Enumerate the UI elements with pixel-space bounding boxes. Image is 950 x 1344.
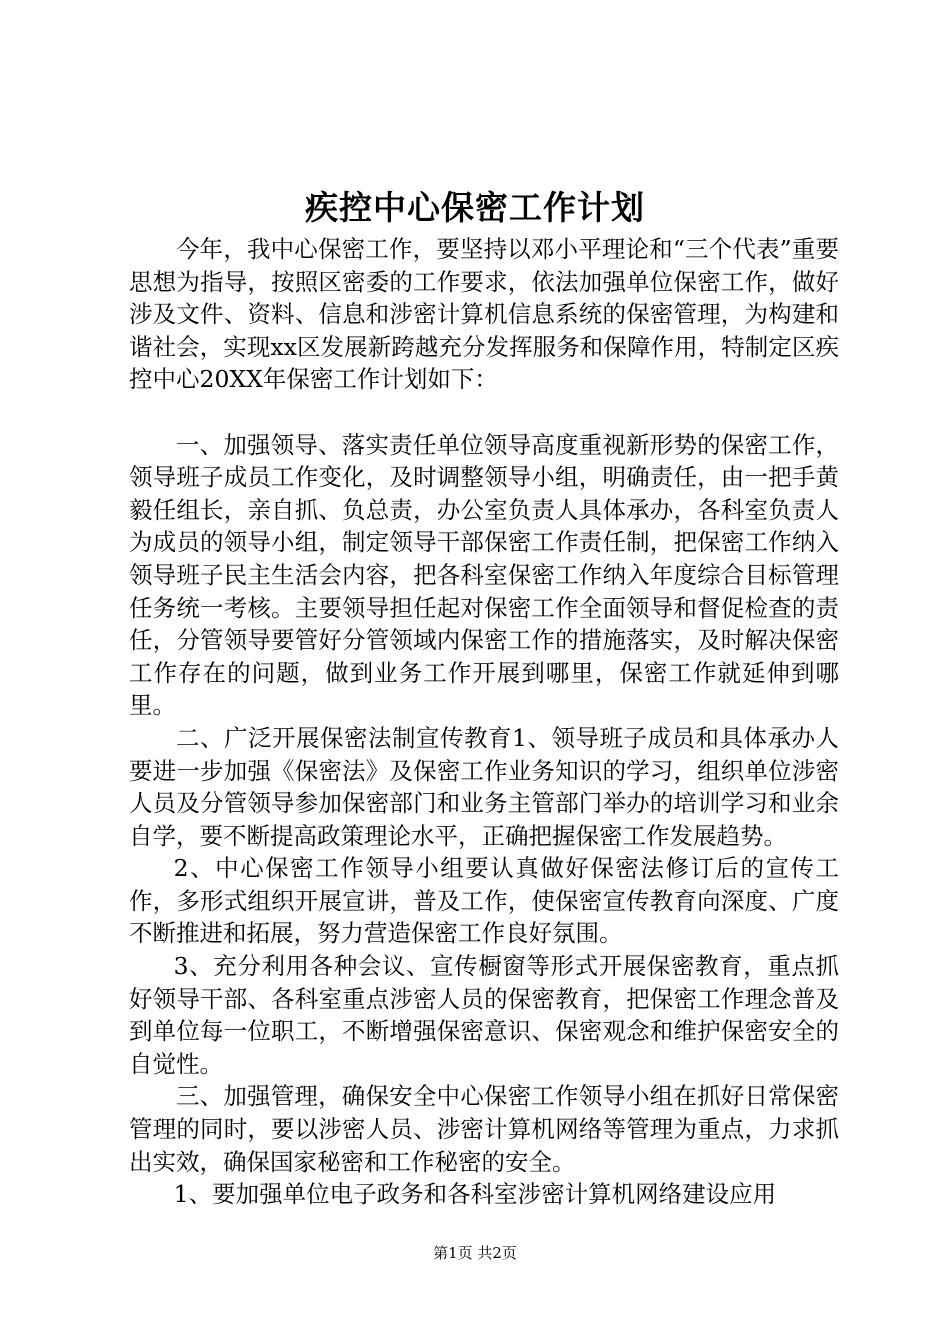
paragraph-section-1: 一、加强领导、落实责任单位领导高度重视新形势的保密工作，领导班子成员工作变化，及时调整领导小组，明确责任，由一把手黄毅任组长，亲自抓、负总责，办公室负责人具体承办，各科室负责人为成员的领导小组，制定领导干部保密工作责任制，把保密工作纳入领导班子民主生活会内容，把各科室保密工作纳入年度综合目标管理任务统一考核。主要领导担任起对保密工作全面领导和督促检查的责任，分管领导要管好分管领域内保密工作的措施落实，及时解决保密工作存在的问题，做到业务工作开展到哪里，保密工作就延伸到哪里。 (129, 430, 839, 720)
page-footer: 第1页 共2页 (433, 1244, 517, 1262)
paragraph-item-2: 2、中心保密工作领导小组要认真做好保密法修订后的宣传工作，多形式组织开展宣讲，普及工作，使保密宣传教育向深度、广度不断推进和拓展，努力营造保密工作良好氛围。 (129, 854, 839, 948)
document-title: 疾控中心保密工作计划 (305, 188, 645, 227)
paragraph-item-3: 3、充分利用各种会议、宣传橱窗等形式开展保密教育，重点抓好领导干部、各科室重点涉密人员的保密教育，把保密工作理念普及到单位每一位职工，不断增强保密意识、保密观念和维护保密安全的自觉性。 (129, 952, 839, 1078)
paragraph-section-3: 三、加强管理，确保安全中心保密工作领导小组在抓好日常保密管理的同时，要以涉密人员、涉密计算机网络等管理为重点，力求抓出实效，确保国家秘密和工作秘密的安全。 (129, 1082, 839, 1176)
document-body (129, 233, 839, 1211)
paragraph-intro: 今年，我中心保密工作，要坚持以邓小平理论和“三个代表”重要思想为指导，按照区密委的工作要求，依法加强单位保密工作，做好涉及文件、资料、信息和涉密计算机信息系统的保密管理，为构建和谐社会，实现xx区发展新跨越充分发挥服务和保障作用，特制定区疾控中心20XX年保密工作计划如下： (129, 235, 839, 394)
paragraph-section-2: 二、广泛开展保密法制宣传教育1、领导班子成员和具体承办人要进一步加强《保密法》及保密工作业务知识的学习，组织单位涉密人员及分管领导参加保密部门和业务主管部门举办的培训学习和业余自学，要不断提高政策理论水平，正确把握保密工作发展趋势。 (129, 723, 839, 850)
paragraph-item-1: 1、要加强单位电子政务和各科室涉密计算机网络建设应用 (173, 1180, 777, 1209)
